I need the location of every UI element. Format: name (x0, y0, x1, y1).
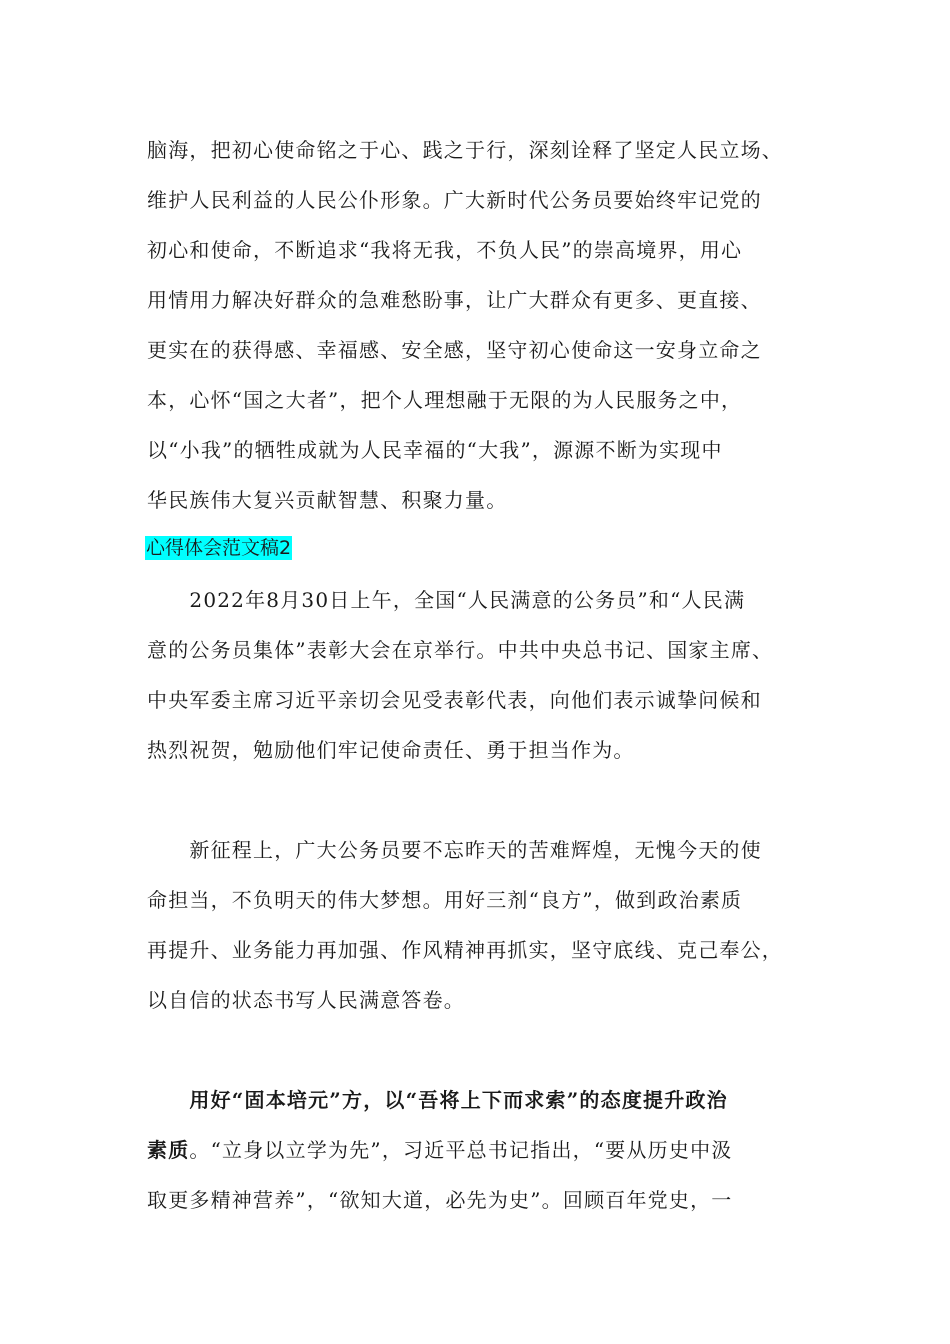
paragraph-3-line-4: 以自信的状态书写人民满意答卷。 (147, 988, 465, 1012)
paragraph-2-line-4: 热烈祝贺，勉励他们牢记使命责任、勇于担当作为。 (147, 738, 635, 762)
paragraph-1-line-4: 用情用力解决好群众的急难愁盼事，让广大群众有更多、更直接、 (147, 288, 762, 312)
section-heading: 心得体会范文稿2 (146, 537, 292, 559)
paragraph-1-line-6: 本，心怀“国之大者”，把个人理想融于无限的为人民服务之中， (147, 388, 743, 412)
paragraph-4-line-3: 取更多精神营养”，“欲知大道，必先为史”。回顾百年党史，一 (147, 1188, 733, 1212)
paragraph-3-line-1: 新征程上，广大公务员要不忘昨天的苦难辉煌，无愧今天的使 (147, 838, 762, 862)
paragraph-1-line-1: 脑海，把初心使命铭之于心、践之于行，深刻诠释了坚定人民立场、 (147, 138, 783, 162)
paragraph-4-line-1: 用好“固本培元”方，以“吾将上下而求索”的态度提升政治 (147, 1088, 728, 1112)
paragraph-1-line-5: 更实在的获得感、幸福感、安全感，坚守初心使命这一安身立命之 (147, 338, 762, 362)
paragraph-3-line-3: 再提升、业务能力再加强、作风精神再抓实，坚守底线、克己奉公， (147, 938, 783, 962)
paragraph-2-line-3: 中央军委主席习近平亲切会见受表彰代表，向他们表示诚挚问候和 (147, 688, 762, 712)
paragraph-4-line-2-text: 。“立身以立学为先”，习近平总书记指出，“要从历史中汲 (189, 1138, 733, 1162)
paragraph-1-line-3: 初心和使命，不断追求“我将无我，不负人民”的崇高境界，用心 (147, 238, 743, 262)
paragraph-2-line-2: 意的公务员集体”表彰大会在京举行。中共中央总书记、国家主席、 (147, 638, 774, 662)
paragraph-4-bold-lead: 素质 (147, 1138, 190, 1162)
paragraph-3-line-2: 命担当，不负明天的伟大梦想。用好三剂“良方”，做到政治素质 (147, 888, 743, 912)
paragraph-1-line-8: 华民族伟大复兴贡献智慧、积聚力量。 (147, 488, 508, 512)
paragraph-1-line-7: 以“小我”的牺牲成就为人民幸福的“大我”，源源不断为实现中 (147, 438, 723, 462)
paragraph-1-line-2: 维护人民利益的人民公仆形象。广大新时代公务员要始终牢记党的 (147, 188, 762, 212)
paragraph-4-line-2 (147, 1136, 817, 1164)
paragraph-2-line-1: 2022年8月30日上午，全国“人民满意的公务员”和“人民满 (147, 588, 746, 612)
